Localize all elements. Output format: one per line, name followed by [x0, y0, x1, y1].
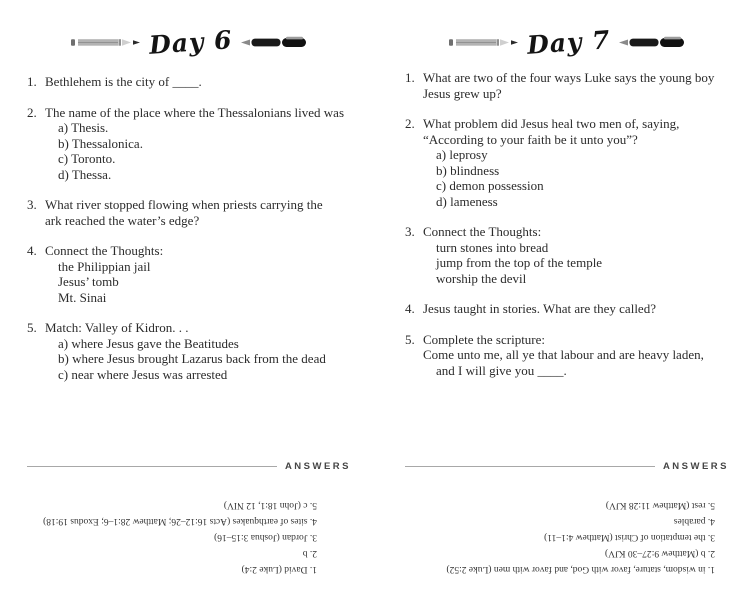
- answer-line: 4. sites of earthquakes (Acts 16:12–26; Matthew 28:1–6; Exodus 19:18): [43, 516, 317, 526]
- answer-line: 5. c (John 18:1, 12 NIV): [223, 500, 317, 510]
- question-body: [423, 116, 741, 209]
- question-line: c) Toronto.: [58, 151, 116, 166]
- answer-line: 3. Jordan (Joshua 3:15–16): [214, 532, 317, 542]
- question-body: [45, 243, 363, 305]
- question-line: The name of the place where the Thessalonians lived was: [45, 104, 345, 120]
- answer-line: 2. b (Matthew 9:27–30 KJV): [604, 548, 715, 558]
- answers-divider: [405, 461, 729, 472]
- question: [27, 243, 363, 305]
- question-line: Bethlehem is the city of ____.: [45, 74, 202, 89]
- page-day-7: [378, 0, 756, 594]
- day-title: Day 7: [526, 24, 612, 60]
- answer-line: 3. the temptation of Christ (Matthew 4:1–11): [544, 532, 715, 542]
- pencil-icon: [71, 36, 141, 49]
- answers-upside-down: [395, 497, 715, 577]
- question-number: 2.: [405, 116, 415, 131]
- question-body: [45, 197, 363, 228]
- question-number: 1.: [27, 74, 37, 89]
- question-line: Connect the Thoughts:: [423, 224, 542, 239]
- question-number: 5.: [27, 320, 37, 335]
- question: [27, 197, 363, 228]
- question-line: a) where Jesus gave the Beatitudes: [58, 335, 239, 351]
- question-line: b) where Jesus brought Lazarus back from the dead: [58, 351, 326, 366]
- question-line: Match: Valley of Kidron. . .: [45, 320, 189, 335]
- question: [405, 332, 741, 379]
- question-line: a) Thesis.: [58, 120, 109, 135]
- day-header: [0, 26, 378, 58]
- question: [27, 105, 363, 183]
- answers-upside-down: [17, 497, 317, 577]
- question: [405, 301, 741, 317]
- pen-icon: [619, 36, 685, 49]
- day-title: Day 6: [148, 24, 234, 60]
- question-number: 1.: [405, 70, 415, 85]
- question-line: What are two of the four ways Luke says the young boy: [423, 70, 715, 85]
- question-line: a) leprosy: [436, 147, 488, 162]
- question-line: Jesus grew up?: [423, 85, 502, 101]
- question-line: Complete the scripture:: [423, 331, 546, 347]
- question-line: turn stones into bread: [436, 239, 549, 255]
- question-line: “According to your faith be it unto you”?: [423, 131, 638, 147]
- question-number: 3.: [27, 197, 37, 212]
- question-list: [405, 70, 741, 393]
- question-number: 4.: [27, 243, 37, 258]
- divider-line: [27, 466, 277, 467]
- question-line: b) Thessalonica.: [58, 135, 143, 151]
- question-line: the Philippian jail: [58, 258, 151, 274]
- question-line: and I will give you ____.: [436, 362, 567, 378]
- question-line: d) lameness: [436, 193, 498, 209]
- question-line: ark reached the water’s edge?: [45, 212, 200, 228]
- question-number: 5.: [405, 331, 415, 347]
- answers-divider: [27, 461, 351, 472]
- question-line: What river stopped flowing when priests carrying the: [45, 197, 323, 212]
- question-line: Connect the Thoughts:: [45, 243, 164, 258]
- question: [405, 116, 741, 209]
- question-body: [45, 320, 363, 382]
- question-list: [27, 74, 363, 397]
- answers-label: ANSWERS: [662, 461, 729, 472]
- divider-line: [405, 466, 655, 467]
- question: [405, 224, 741, 286]
- question-line: What problem did Jesus heal two men of, saying,: [423, 116, 680, 131]
- question-number: 4.: [405, 301, 415, 316]
- question-line: Come unto me, all ye that labour and are heavy laden,: [423, 347, 704, 362]
- question-line: Mt. Sinai: [58, 289, 107, 305]
- question-body: [423, 301, 741, 317]
- question-line: jump from the top of the temple: [436, 255, 603, 270]
- question: [27, 320, 363, 382]
- question-line: c) near where Jesus was arrested: [58, 366, 228, 382]
- question-line: worship the devil: [436, 270, 527, 286]
- pen-icon: [241, 36, 307, 49]
- answer-line: 5. rest (Matthew 11:28 KJV): [605, 500, 715, 510]
- question-body: [423, 224, 741, 286]
- question-number: 3.: [405, 224, 415, 239]
- answer-line: 1. in wisdom, stature, favor with God, and favor with men (Luke 2:52): [446, 564, 715, 574]
- question-line: Jesus’ tomb: [58, 274, 119, 289]
- question: [405, 70, 741, 101]
- question-line: b) blindness: [436, 162, 500, 178]
- question-body: [423, 332, 741, 379]
- pencil-icon: [449, 36, 519, 49]
- question-number: 2.: [27, 104, 37, 120]
- day-header: [378, 26, 756, 58]
- question-body: [45, 74, 363, 90]
- question-body: [45, 105, 363, 183]
- question: [27, 74, 363, 90]
- answers-label: ANSWERS: [284, 461, 351, 472]
- question-line: c) demon possession: [436, 178, 544, 193]
- answer-line: 2. b: [302, 548, 317, 558]
- question-line: Jesus taught in stories. What are they called?: [423, 301, 656, 316]
- answer-line: 4. parables: [673, 516, 715, 526]
- question-line: d) Thessa.: [58, 166, 112, 182]
- question-body: [423, 70, 741, 101]
- answer-line: 1. David (Luke 2:4): [241, 564, 317, 574]
